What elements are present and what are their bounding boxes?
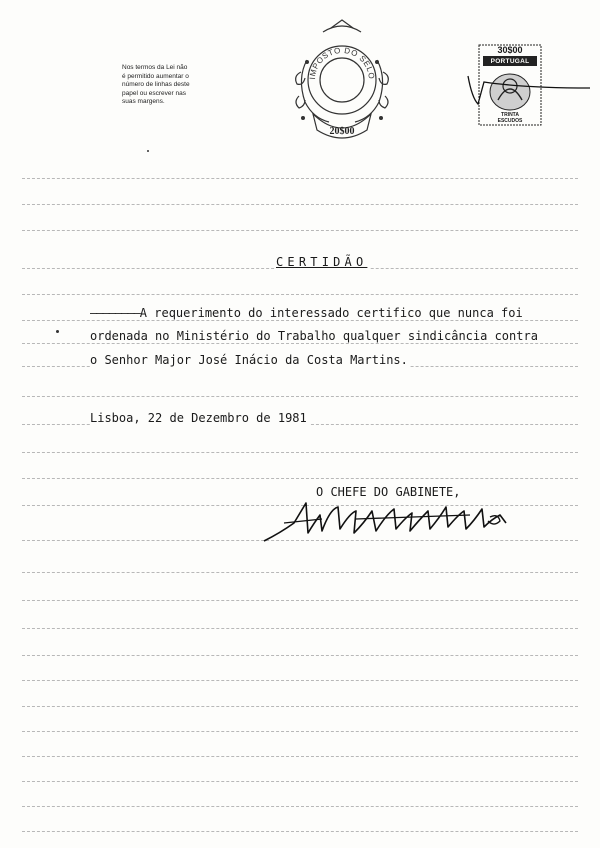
ruled-line — [22, 230, 578, 231]
stamp-cancellation-mark — [464, 68, 594, 108]
ruled-line — [22, 396, 578, 397]
paragraph-line-3: o Senhor Major José Inácio da Costa Martins. — [90, 353, 408, 367]
paragraph-text: A requerimento do interessado certifico que nunca foi — [139, 306, 523, 320]
seal-arc-text: IMPOSTO DO SELO — [307, 45, 377, 80]
legal-notice-line: papel ou escrever nas — [122, 89, 186, 97]
document-title: CERTIDÃO — [276, 255, 368, 269]
ruled-line — [22, 204, 578, 205]
stamp-words-line: ESCUDOS — [497, 118, 523, 124]
tax-seal-emblem — [283, 18, 401, 146]
handwritten-signature — [260, 493, 520, 549]
stamp-words-line: TRINTA — [501, 112, 519, 118]
ink-dot — [56, 330, 59, 333]
ruled-line — [22, 572, 578, 573]
ruled-line — [22, 781, 578, 782]
legal-notice — [122, 64, 232, 107]
legal-notice-line: é permitido aumentar o — [122, 72, 189, 80]
legal-notice-line: Nos termos da Lei não — [122, 64, 188, 71]
stamp-value: 30$00 — [497, 45, 523, 55]
seal-value: 20$00 — [329, 126, 355, 137]
ruled-line — [22, 680, 578, 681]
paragraph-lead-dash: ———————— — [90, 306, 140, 320]
paragraph-line-2: ordenada no Ministério do Trabalho qualquer sindicância contra — [90, 329, 538, 343]
ruled-line — [22, 831, 578, 832]
ruled-line — [22, 600, 578, 601]
ink-dot — [147, 150, 149, 152]
ruled-line — [22, 294, 578, 295]
legal-notice-line: suas margens. — [122, 98, 165, 105]
ruled-line — [22, 756, 578, 757]
ruled-line — [22, 178, 578, 179]
stamp-country: PORTUGAL — [490, 58, 530, 65]
ruled-line — [22, 452, 578, 453]
legal-notice-line: número de linhas deste — [122, 81, 190, 88]
ruled-line — [22, 706, 578, 707]
ruled-line — [22, 628, 578, 629]
ruled-line — [22, 478, 578, 479]
ruled-line — [22, 731, 578, 732]
ruled-line — [22, 343, 578, 344]
ruled-line — [22, 320, 578, 321]
ruled-line — [22, 806, 578, 807]
stamp-value-words — [482, 112, 538, 124]
paragraph-line-1 — [90, 306, 525, 320]
date-line: Lisboa, 22 de Dezembro de 1981 — [90, 411, 307, 425]
signatory-title: O CHEFE DO GABINETE, — [316, 485, 461, 499]
ruled-line — [22, 655, 578, 656]
